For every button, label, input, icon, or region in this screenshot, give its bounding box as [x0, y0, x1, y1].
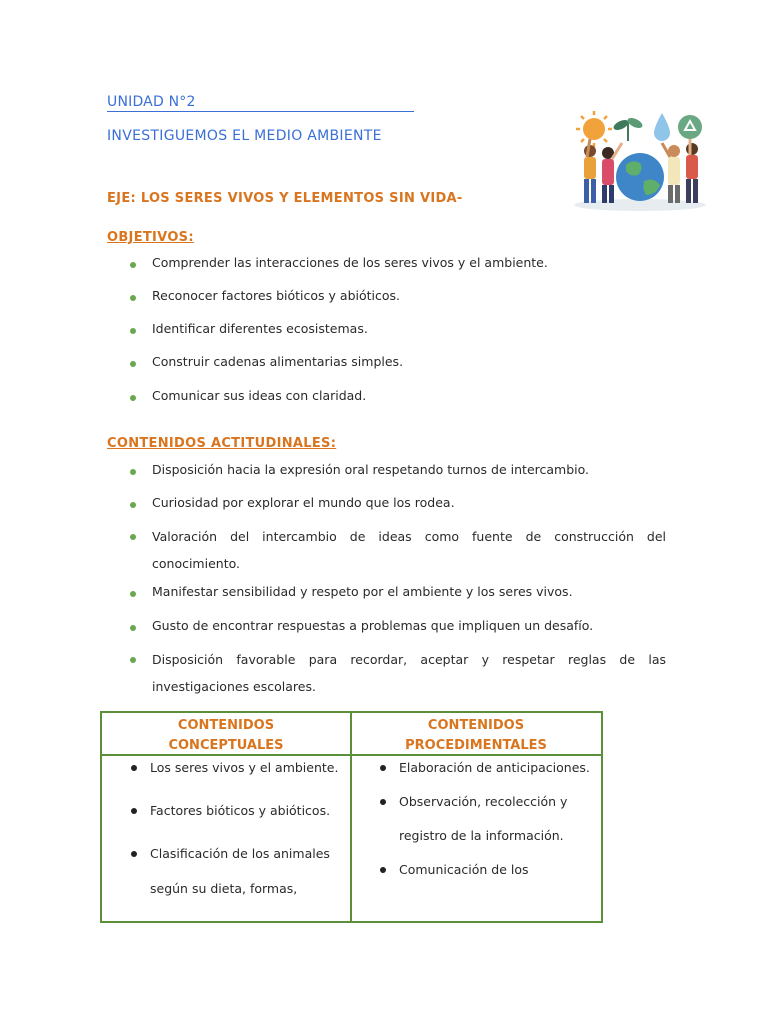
- objetivos-heading: OBJETIVOS:: [107, 230, 194, 245]
- bullet-icon: [130, 657, 136, 663]
- globe-icon: [616, 153, 664, 201]
- bullet-icon: [380, 765, 386, 771]
- bullet-icon: [131, 765, 137, 771]
- actitudinales-heading: CONTENIDOS ACTITUDINALES:: [107, 436, 337, 451]
- list-item: Construir cadenas alimentarias simples.: [126, 354, 666, 388]
- list-item: Curiosidad por explorar el mundo que los rodea.: [126, 495, 666, 529]
- list-item: Disposición hacia la expresión oral respetando turnos de intercambio.: [126, 462, 666, 495]
- list-item: Comunicación de los: [377, 853, 599, 887]
- recycle-icon: [678, 115, 702, 139]
- bullet-icon: [131, 851, 137, 857]
- bullet-icon: [130, 395, 136, 401]
- environment-illustration: [570, 105, 710, 215]
- unit-title: UNIDAD N°2: [107, 94, 414, 112]
- contenidos-table: [100, 711, 603, 923]
- table-header-conceptuales: CONTENIDOS CONCEPTUALES: [168, 718, 284, 753]
- list-item: Valoración del intercambio de ideas como fuente de construcción del conocimiento.: [126, 523, 666, 578]
- actitudinales-list: [126, 462, 666, 701]
- table-header-procedimentales: CONTENIDOS PROCEDIMENTALES: [405, 718, 547, 753]
- list-item: Clasificación de los animales según su dieta, formas,: [128, 836, 346, 906]
- bullet-icon: [131, 808, 137, 814]
- bullet-icon: [380, 799, 386, 805]
- list-item: Identificar diferentes ecosistemas.: [126, 321, 666, 354]
- water-drop-icon: [654, 113, 670, 141]
- list-item: Manifestar sensibilidad y respeto por el ambiente y los seres vivos.: [126, 584, 666, 618]
- bullet-icon: [380, 867, 386, 873]
- list-item: Comunicar sus ideas con claridad.: [126, 388, 666, 421]
- bullet-icon: [130, 328, 136, 334]
- bullet-icon: [130, 262, 136, 268]
- list-item: Disposición favorable para recordar, aceptar y respetar reglas de las investigaciones escolares.: [126, 646, 666, 701]
- list-item: Elaboración de anticipaciones.: [377, 751, 599, 785]
- list-item: Factores bióticos y abióticos.: [128, 801, 346, 844]
- objetivos-list: [126, 255, 666, 421]
- bullet-icon: [130, 502, 136, 508]
- list-item: Gusto de encontrar respuestas a problemas que impliquen un desafío.: [126, 618, 666, 652]
- table-cell-procedimentales: [377, 758, 599, 887]
- sun-icon: [576, 111, 612, 147]
- list-item: Reconocer factores bióticos y abióticos.: [126, 288, 666, 321]
- plant-icon: [612, 116, 644, 141]
- bullet-icon: [130, 625, 136, 631]
- eje-heading: EJE: LOS SERES VIVOS Y ELEMENTOS SIN VIDA-: [107, 191, 463, 206]
- bullet-icon: [130, 591, 136, 597]
- list-item: Comprender las interacciones de los seres vivos y el ambiente.: [126, 255, 666, 288]
- bullet-icon: [130, 295, 136, 301]
- table-cell-conceptuales: [128, 758, 346, 906]
- list-item: Los seres vivos y el ambiente.: [128, 758, 346, 801]
- bullet-icon: [130, 361, 136, 367]
- bullet-icon: [130, 534, 136, 540]
- list-item: Observación, recolección y registro de la información.: [377, 785, 599, 853]
- bullet-icon: [130, 469, 136, 475]
- unit-subtitle: INVESTIGUEMOS EL MEDIO AMBIENTE: [107, 128, 382, 144]
